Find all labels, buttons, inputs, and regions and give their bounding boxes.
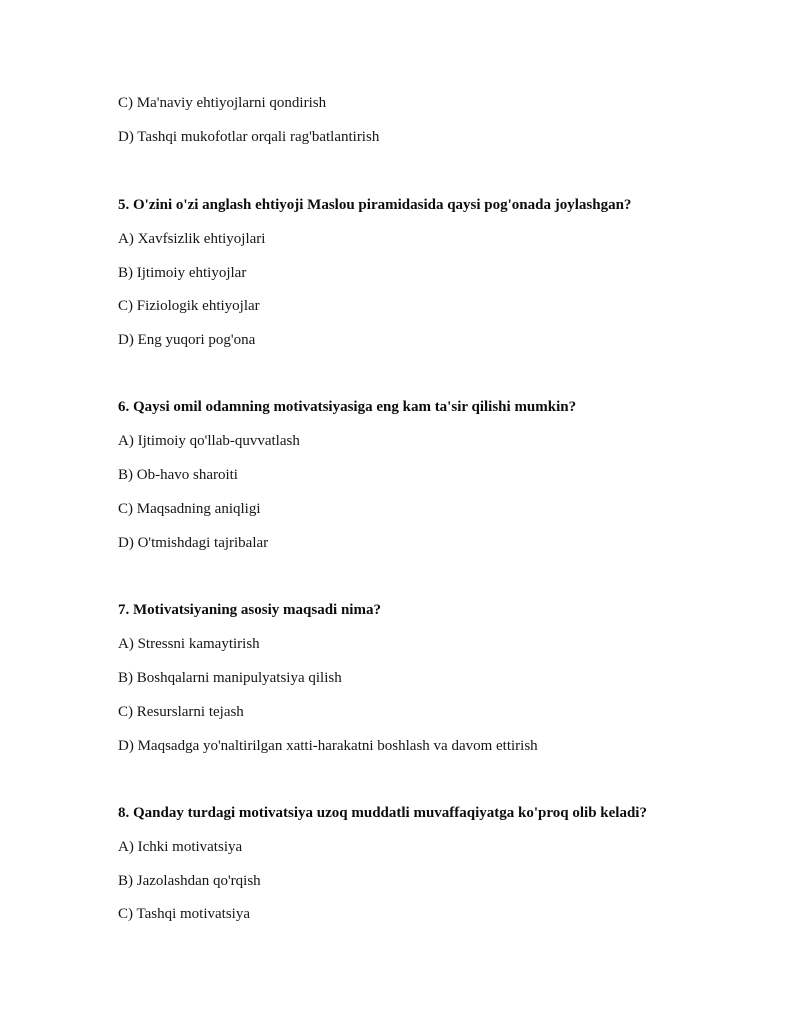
option-q6-c: C) Maqsadning aniqligi (118, 501, 261, 517)
option-q8-b: B) Jazolashdan qo'rqish (118, 873, 261, 889)
question-7: 7. Motivatsiyaning asosiy maqsadi nima? (118, 602, 381, 618)
option-q8-c: C) Tashqi motivatsiya (118, 906, 250, 922)
question-5: 5. O'zini o'zi anglash ehtiyoji Maslou piramidasida qaysi pog'onada joylashgan? (118, 197, 632, 213)
option-q5-b: B) Ijtimoiy ehtiyojlar (118, 265, 247, 281)
option-q7-c: C) Resurslarni tejash (118, 704, 244, 720)
option-q5-d: D) Eng yuqori pog'ona (118, 332, 256, 348)
option-q7-a: A) Stressni kamaytirish (118, 636, 260, 652)
option-q6-b: B) Ob-havo sharoiti (118, 467, 238, 483)
option-q4-d: D) Tashqi mukofotlar orqali rag'batlantirish (118, 129, 380, 145)
option-q7-d: D) Maqsadga yo'naltirilgan xatti-harakatni boshlash va davom ettirish (118, 738, 538, 754)
option-q8-a: A) Ichki motivatsiya (118, 839, 243, 855)
option-q7-b: B) Boshqalarni manipulyatsiya qilish (118, 670, 342, 686)
question-6: 6. Qaysi omil odamning motivatsiyasiga eng kam ta'sir qilishi mumkin? (118, 399, 577, 415)
option-q6-a: A) Ijtimoiy qo'llab-quvvatlash (118, 433, 300, 449)
option-q6-d: D) O'tmishdagi tajribalar (118, 535, 269, 551)
option-q5-a: A) Xavfsizlik ehtiyojlari (118, 231, 266, 247)
option-q5-c: C) Fiziologik ehtiyojlar (118, 298, 260, 314)
question-8: 8. Qanday turdagi motivatsiya uzoq muddatli muvaffaqiyatga ko'proq olib keladi? (118, 805, 647, 821)
option-q4-c: C) Ma'naviy ehtiyojlarni qondirish (118, 95, 327, 111)
